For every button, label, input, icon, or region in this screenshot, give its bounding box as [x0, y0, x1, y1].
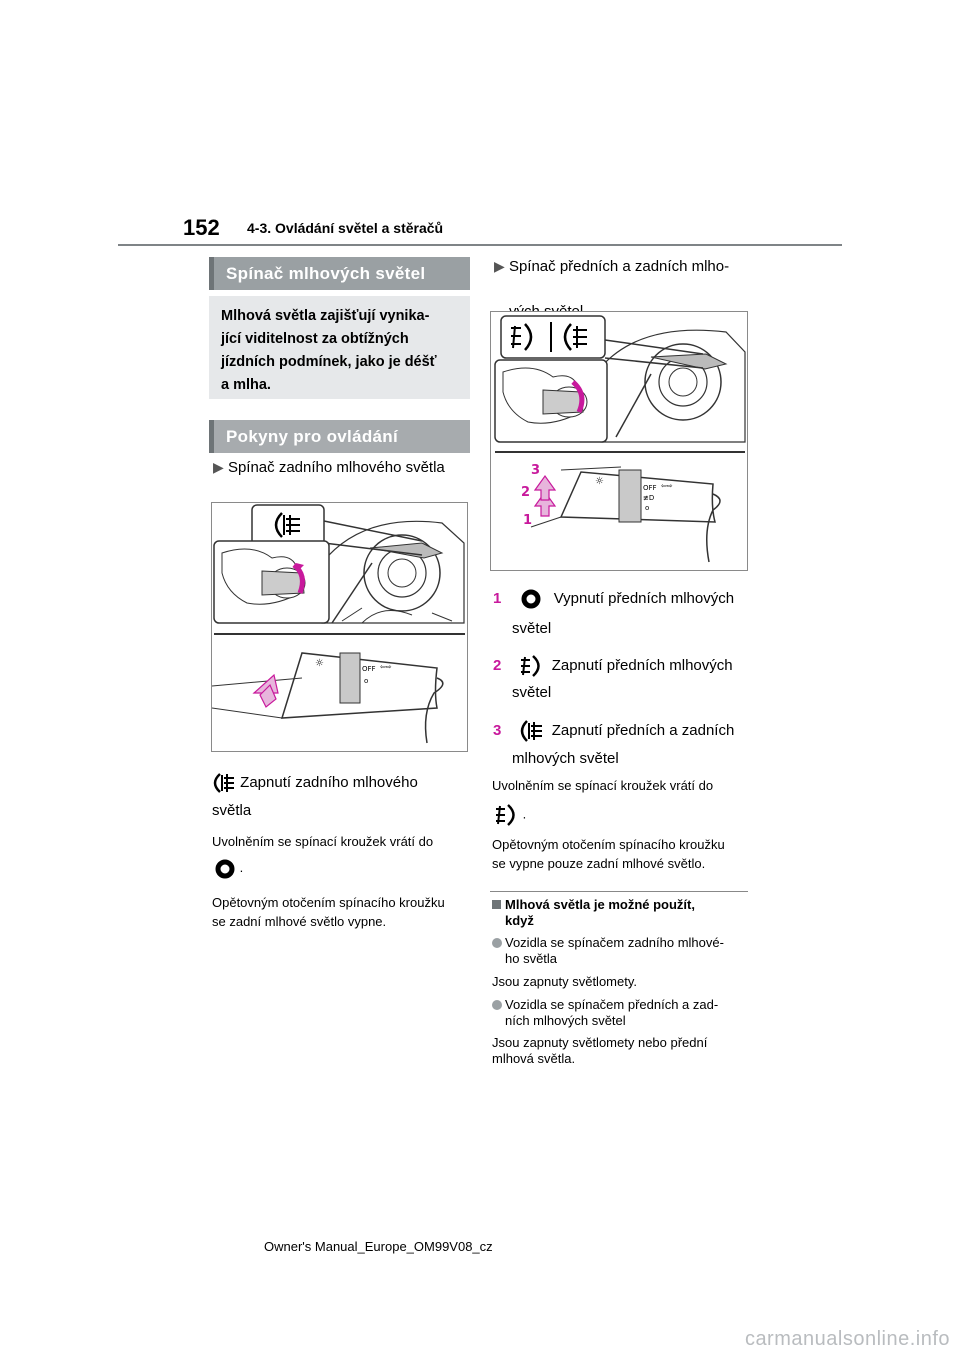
item-text: Zapnutí předních mlhových [551, 656, 733, 674]
intro-line: a mlha. [221, 377, 271, 393]
bullet-text: Vozidla se spínačem předních a zad- [505, 997, 719, 1012]
bullet-text-cont: ních mlhových světel [505, 1013, 626, 1028]
bullet-note: Jsou zapnuty světlomety. [492, 974, 637, 989]
item-text-cont: mlhových světel [512, 750, 619, 767]
intro-line: jící viditelnost za obtížných [221, 331, 409, 347]
release-period: . [522, 806, 527, 822]
svg-text:o: o [645, 504, 650, 512]
item-text: Zapnutí předních a zadních [551, 721, 735, 739]
item-1 [493, 589, 734, 609]
front-fog-light-icon [493, 803, 519, 827]
figure-front-rear-fog-switch [490, 311, 748, 571]
item-text-cont: světel [512, 620, 552, 637]
watermark: carmanualsonline.info [744, 1328, 950, 1350]
again-text-line1: Opětovným otočením spínacího kroužku [492, 837, 725, 852]
again-text-line2: se zadní mlhové světlo vypne. [212, 914, 387, 929]
fig-label-1: 1 [523, 513, 533, 528]
release-icon-line [493, 803, 526, 827]
item-number: 2 [493, 656, 502, 674]
front-rear-fog-switch-illustration [491, 312, 747, 570]
rear-fog-switch-illustration [212, 503, 467, 751]
svg-text:OFF: OFF [643, 484, 657, 492]
intro-box [209, 296, 470, 399]
release-text: Uvolněním se spínací kroužek vrátí do [492, 778, 714, 793]
fog-off-icon [214, 859, 236, 879]
release-text: Uvolněním se spínací kroužek vrátí do [212, 834, 434, 849]
rear-fog-light-icon [212, 772, 236, 794]
release-period: . [239, 860, 244, 875]
svg-text:≢D: ≢D [643, 494, 655, 502]
section-banner-instructions: Pokyny pro ovládání [209, 420, 470, 453]
bullet-rear-fog-vehicles [492, 935, 724, 967]
fig-label-2: 2 [521, 485, 531, 500]
again-text-line2: se vypne pouze zadní mlhové světlo. [492, 856, 706, 871]
conditions-heading [492, 897, 695, 929]
intro-line: Mlhová světla zajišťují vynika- [221, 308, 430, 324]
item-number: 3 [493, 721, 502, 739]
rear-switch-heading-text: Spínač zadního mlhového světla [227, 459, 445, 476]
rear-fog-on-text: Zapnutí zadního mlhového [240, 773, 418, 791]
item-number: 1 [493, 589, 502, 607]
release-icon-line [214, 858, 243, 879]
chapter-title: 4-3. Ovládání světel a stěračů [247, 220, 444, 236]
conditions-heading-line1: Mlhová světla je možné použít, [505, 897, 695, 912]
front-fog-light-icon [518, 654, 544, 678]
square-bullet-icon [492, 900, 501, 909]
again-text-line1: Opětovným otočením spínacího kroužku [212, 895, 445, 910]
header-divider [118, 244, 842, 246]
item-text: Vypnutí předních mlhových [553, 589, 735, 607]
section-banner-fog-switch: Spínač mlhových světel [209, 257, 470, 290]
fog-off-icon [520, 589, 542, 609]
bullet-note-line1: Jsou zapnuty světlomety nebo přední [492, 1035, 708, 1050]
subsection-divider [490, 891, 748, 892]
circle-bullet-icon [492, 1000, 502, 1010]
triangle-bullet-icon: ▶ [213, 459, 224, 475]
rear-fog-on-caption [212, 772, 418, 794]
bullet-front-rear-fog-vehicles [492, 997, 718, 1029]
item-2 [493, 654, 733, 678]
bullet-note-2 [492, 1035, 707, 1067]
front-rear-heading-line1: Spínač předních a zadních mlho- [508, 258, 730, 275]
rear-fog-light-icon [518, 719, 544, 743]
bullet-text-cont: ho světla [505, 951, 558, 966]
circle-bullet-icon [492, 938, 502, 948]
headlight-sun-icon: ☼ [315, 658, 324, 669]
triangle-bullet-icon: ▶ [494, 258, 505, 274]
bullet-text: Vozidla se spínačem zadního mlhové- [505, 935, 724, 950]
svg-text:⇦⇨: ⇦⇨ [661, 482, 673, 490]
svg-text:o: o [364, 677, 369, 685]
figure-rear-fog-switch [211, 502, 468, 752]
conditions-heading-line2: když [505, 913, 534, 928]
fig-label-3: 3 [531, 463, 541, 478]
svg-text:OFF: OFF [362, 665, 376, 673]
page-number: 152 [183, 215, 220, 240]
bullet-note-line2: mlhová světla. [492, 1051, 576, 1066]
item-3 [493, 719, 734, 743]
intro-line: jízdních podmínek, jako je déšť [221, 354, 437, 370]
svg-text:⇦⇨: ⇦⇨ [380, 663, 392, 671]
rear-fog-on-text-cont: světla [212, 802, 252, 819]
rear-switch-heading [213, 459, 445, 476]
item-text-cont: světel [512, 684, 552, 701]
front-rear-switch-heading [494, 258, 729, 275]
svg-text:☼: ☼ [595, 476, 604, 487]
footer-manual-id: Owner's Manual_Europe_OM99V08_cz [264, 1239, 493, 1254]
